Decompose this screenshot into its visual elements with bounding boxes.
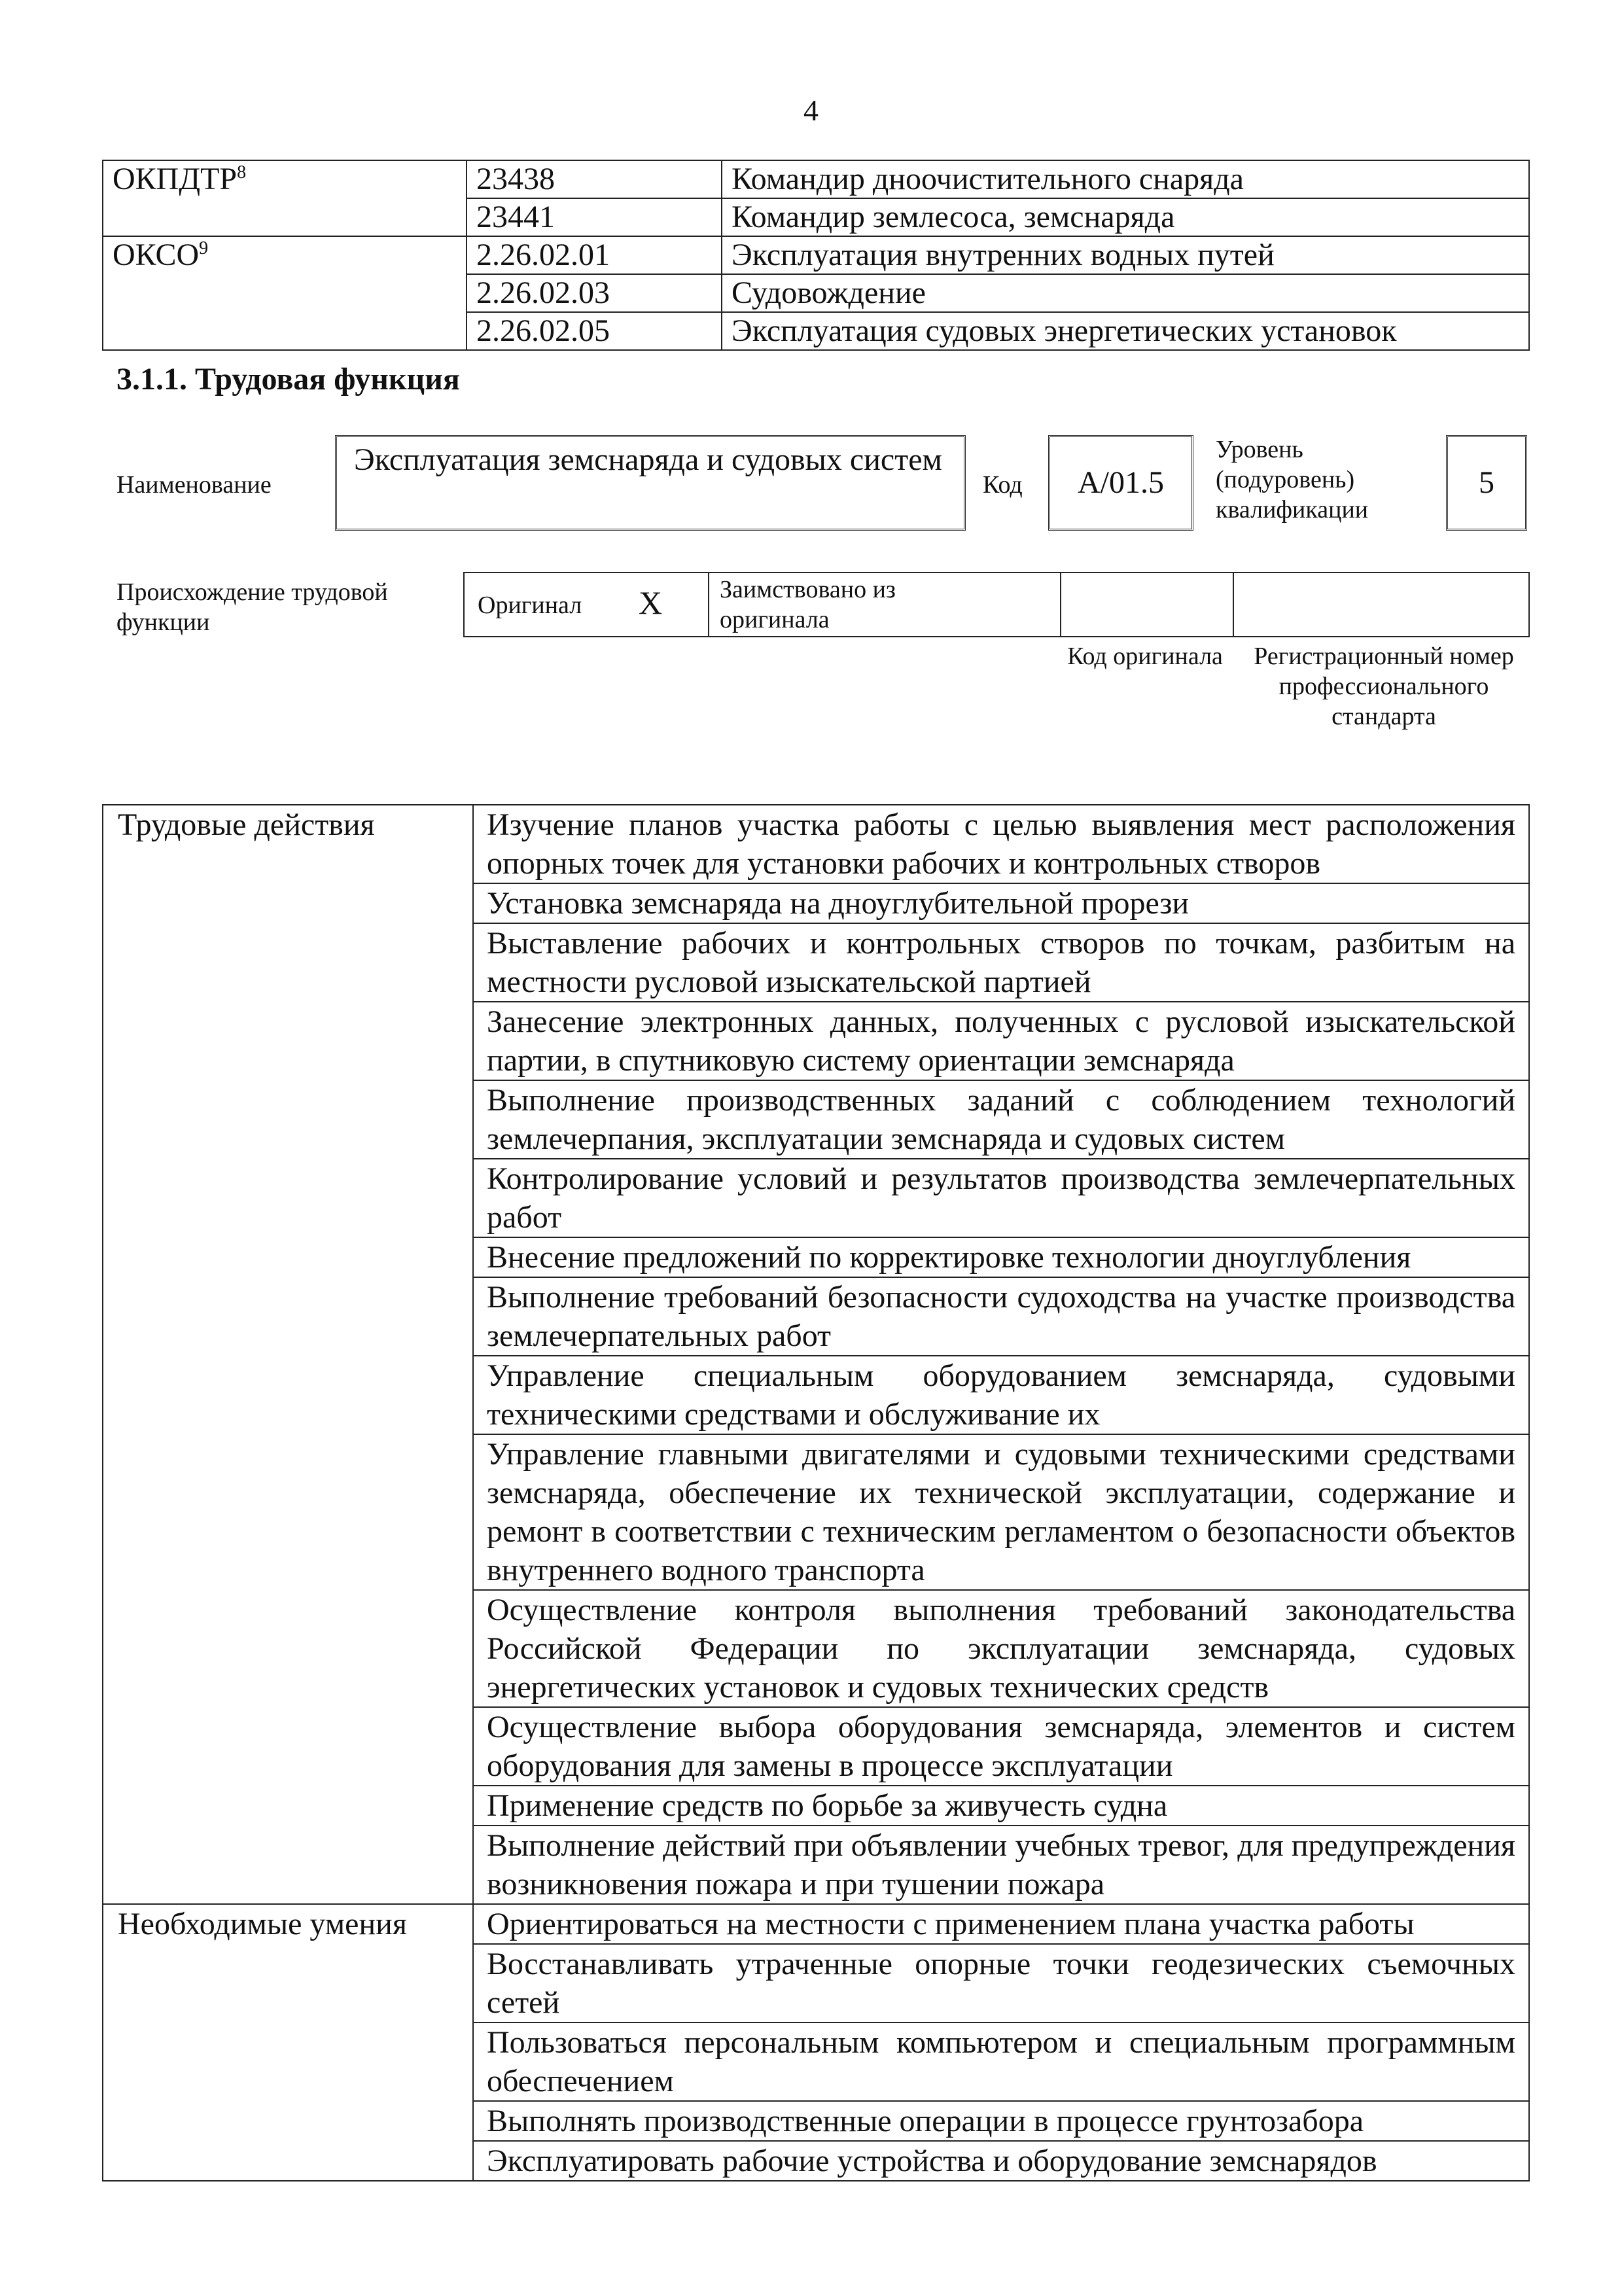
required-skills-item: Пользоваться персональным компьютером и специальным программным обеспечением [473,2022,1529,2101]
labor-actions-item: Выполнение требований безопасности судоходства на участке производства землечерпательных работ [473,1277,1529,1356]
divider [708,572,709,637]
required-skills-item: Восстанавливать утраченные опорные точки геодезических съемочных сетей [473,1944,1529,2022]
labor-actions-item: Установка земснаряда на дноуглубительной прорези [473,883,1529,923]
section-heading: 3.1.1. Трудовая функция [116,362,460,397]
title-cell: Судовождение [722,274,1529,312]
labor-actions-header: Трудовые действия [103,805,473,1904]
table-row [103,805,1529,883]
code-cell: 23441 [467,198,722,236]
divider [1233,572,1234,637]
title-cell: Командир дноочистительного снаряда [722,160,1529,198]
labor-actions-item: Выполнение действий при объявлении учебных тревог, для предупреждения возникновения пожара и при тушении пожара [473,1826,1529,1904]
origin-box [463,572,1530,637]
qualification-level-value: 5 [1479,465,1494,500]
code-cell: 2.26.02.05 [467,312,722,350]
required-skills-item: Эксплуатировать рабочие устройства и оборудование земснарядов [473,2141,1529,2181]
table-row [103,1904,1529,1944]
table-row [103,236,1529,274]
borrowed-label: Заимствовано из оригинала [720,576,896,633]
required-skills-item: Выполнять производственные операции в процессе грунтозабора [473,2101,1529,2141]
function-name-box [335,435,966,531]
name-label: Наименование [116,471,272,499]
labor-actions-item: Занесение электронных данных, полученных с русловой изыскательской партии, в спутниковую систему ориентации земснаряда [473,1002,1529,1080]
function-name-value: Эксплуатация земснаряда и судовых систем [354,442,942,477]
code-original-caption: Код оригинала [1067,643,1223,670]
title-cell: Эксплуатация внутренних водных путей [722,236,1529,274]
classifier-cell: ОКПДТР$^8$ [103,160,467,236]
classifier-codes-table [102,160,1530,351]
labor-actions-item: Выполнение производственных заданий с соблюдением технологий землечерпания, эксплуатации земснаряда и судовых систем [473,1080,1529,1159]
divider [1060,572,1061,637]
function-code-value: A/01.5 [1078,465,1164,500]
function-code-box [1048,435,1193,531]
code-cell: 23438 [467,160,722,198]
title-cell: Командир землесоса, земснаряда [722,198,1529,236]
required-skills-header: Необходимые умения [103,1904,473,2181]
qualification-level-box [1446,435,1527,531]
labor-actions-item: Управление главными двигателями и судовыми техническими средствами земснаряда, обеспечение их технической эксплуатации, содержание и ремонт в соответствии с техническим регламентом о безопасности объектов внутреннего водного транспорта [473,1434,1529,1590]
required-skills-item: Ориентироваться на местности с применением плана участка работы [473,1904,1529,1944]
labor-actions-item: Осуществление контроля выполнения требований законодательства Российской Федерации по эксплуатации земснаряда, судовых энергетических установок и судовых технических средств [473,1590,1529,1707]
classifier-cell: ОКСО$^9$ [103,236,467,350]
table-row [103,160,1529,198]
labor-actions-item: Выставление рабочих и контрольных створов по точкам, разбитым на местности русловой изыскательской партией [473,923,1529,1002]
title-cell: Эксплуатация судовых энергетических установок [722,312,1529,350]
code-cell: 2.26.02.01 [467,236,722,274]
registration-number-caption: Регистрационный номер профессионального стандарта [1254,643,1514,730]
labor-actions-item: Внесение предложений по корректировке технологии дноуглубления [473,1237,1529,1277]
labor-function-table [102,804,1530,2181]
original-label: Оригинал [478,592,582,619]
level-label: Уровень (подуровень) квалификации [1216,436,1369,523]
origin-label: Происхождение трудовой функции [116,578,388,636]
labor-actions-item: Управление специальным оборудованием земснаряда, судовыми техническими средствами и обслуживание их [473,1356,1529,1434]
code-cell: 2.26.02.03 [467,274,722,312]
page-number: 4 [803,94,819,127]
labor-actions-item: Осуществление выбора оборудования земснаряда, элементов и систем оборудования для замены в процессе эксплуатации [473,1707,1529,1786]
labor-actions-item: Изучение планов участка работы с целью выявления мест расположения опорных точек для установки рабочих и контрольных створов [473,805,1529,883]
labor-actions-item: Контролирование условий и результатов производства землечерпательных работ [473,1159,1529,1237]
code-label: Код [983,471,1023,499]
original-mark: X [639,584,663,621]
labor-actions-item: Применение средств по борьбе за живучесть судна [473,1786,1529,1826]
